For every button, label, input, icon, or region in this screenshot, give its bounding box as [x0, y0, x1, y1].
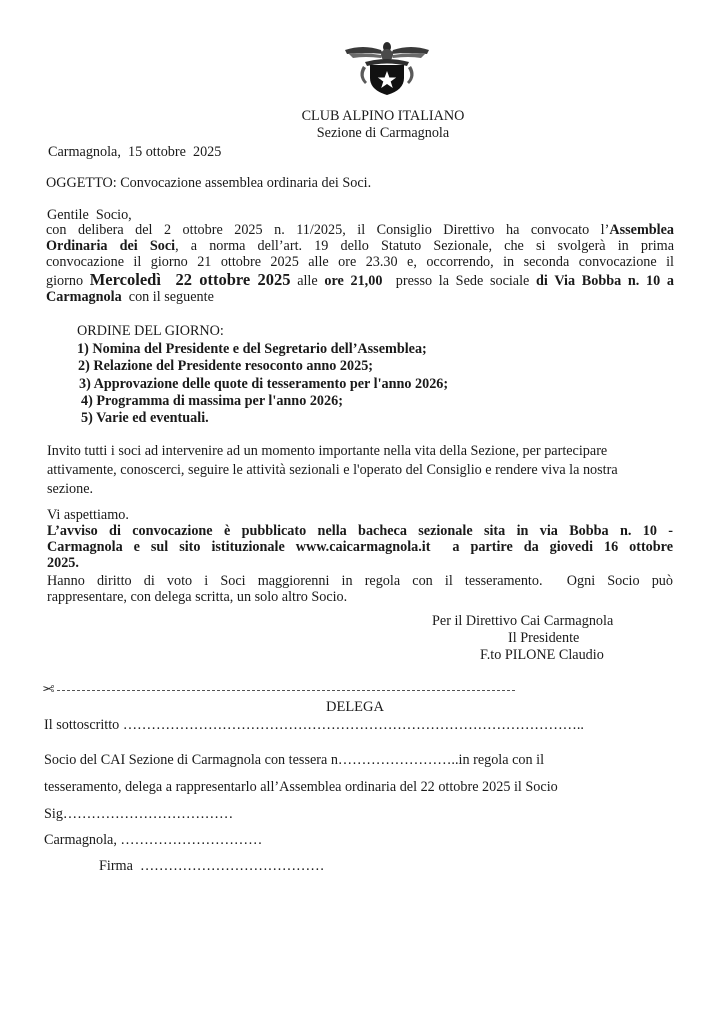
- paragraph-line: Hanno diritto di voto i Soci maggiorenni in regola con il tesseramento. Ogni Socio può: [47, 573, 673, 589]
- meeting-location: di Via Bobba n. 10 a: [536, 273, 674, 289]
- undersigned-field[interactable]: Il sottoscritto ……………………………………………………………………………………..: [44, 717, 584, 733]
- invite-paragraph: [47, 442, 618, 499]
- delega-text: tesseramento, delega a rappresentarlo all’Assemblea ordinaria del 22 ottobre 2025 il Socio: [44, 779, 558, 795]
- paragraph-line: Carmagnola e sul sito istituzionale www.caicarmagnola.it a partire da giovedi 16 ottobre: [47, 539, 673, 555]
- convocation-paragraph: [46, 222, 674, 305]
- paragraph-line: rappresentare, con delega scritta, un solo altro Socio.: [47, 589, 348, 605]
- paragraph-line: giorno Mercoledì 22 ottobre 2025 alle ore 21,00 presso la Sede sociale di Via Bobba n. 10 a: [46, 270, 674, 289]
- paragraph-line: L’avviso di convocazione è pubblicato nella bacheca sezionale sita in via Bobba n. 10 -: [47, 523, 673, 539]
- agenda-title: ORDINE DEL GIORNO:: [77, 323, 224, 339]
- signature-line: Per il Direttivo Cai Carmagnola: [432, 613, 614, 629]
- delega-title: DELEGA: [326, 699, 384, 715]
- paragraph-line: Ordinaria dei Soci, a norma dell’art. 19 dello Statuto Sezionale, che si svolgerà in prima: [46, 238, 674, 254]
- voting-paragraph: [47, 573, 673, 605]
- delegate-name-field[interactable]: Sig………………………………: [44, 806, 234, 822]
- paragraph-line: Carmagnola con il seguente: [46, 289, 214, 305]
- signature-field[interactable]: Firma …………………………………: [99, 858, 325, 874]
- paragraph-line: convocazione il giorno 21 ottobre 2025 alle ore 23.30 e, occorrendo, in seconda convocazione il: [46, 254, 674, 270]
- signature-name: F.to PILONE Claudio: [480, 647, 604, 663]
- cai-logo: [343, 38, 431, 96]
- scissors-icon: ✂: [42, 680, 55, 698]
- paragraph-line: con delibera del 2 ottobre 2025 n. 11/2025, il Consiglio Direttivo ha convocato l’Assemblea: [46, 222, 674, 238]
- agenda-item: 4) Programma di massima per l'anno 2026;: [81, 393, 343, 409]
- agenda-item: 2) Relazione del Presidente resoconto anno 2025;: [78, 358, 374, 374]
- paragraph-line: sezione.: [47, 481, 94, 497]
- organization-subtitle: Sezione di Carmagnola: [316, 125, 450, 141]
- agenda-item: 3) Approvazione delle quote di tesseramento per l'anno 2026;: [79, 376, 449, 392]
- letter-subject: OGGETTO: Convocazione assemblea ordinaria dei Soci.: [46, 175, 372, 191]
- notice-paragraph: [47, 523, 673, 571]
- membership-number-field[interactable]: Socio del CAI Sezione di Carmagnola con tessera n……………………..in regola con il: [44, 752, 545, 768]
- eagle-shield-icon: [343, 38, 431, 96]
- agenda-item: 1) Nomina del Presidente e del Segretario dell’Assemblea;: [77, 341, 427, 357]
- letter-date: Carmagnola, 15 ottobre 2025: [48, 144, 222, 160]
- meeting-date: Mercoledì 22 ottobre 2025: [89, 270, 291, 289]
- signature-line: Il Presidente: [508, 630, 580, 646]
- organization-title: CLUB ALPINO ITALIANO: [301, 108, 465, 124]
- agenda-item: 5) Varie ed eventuali.: [81, 410, 209, 426]
- dashed-divider: [57, 690, 515, 691]
- paragraph-line: attivamente, conoscerci, seguire le attività sezionali e l'operato del Consiglio e rendere viva la nostra: [47, 462, 618, 478]
- paragraph-line: Invito tutti i soci ad intervenire ad un momento importante nella vita della Sezione, per partecipare: [47, 443, 608, 459]
- meeting-time: ore 21,00: [324, 273, 383, 289]
- closing-text: Vi aspettiamo.: [47, 507, 129, 523]
- greeting: Gentile Socio,: [47, 207, 132, 223]
- paragraph-line: 2025.: [47, 555, 79, 571]
- signature-block: [432, 613, 672, 664]
- place-date-field[interactable]: Carmagnola, …………………………: [44, 832, 263, 848]
- cut-line: [42, 681, 515, 697]
